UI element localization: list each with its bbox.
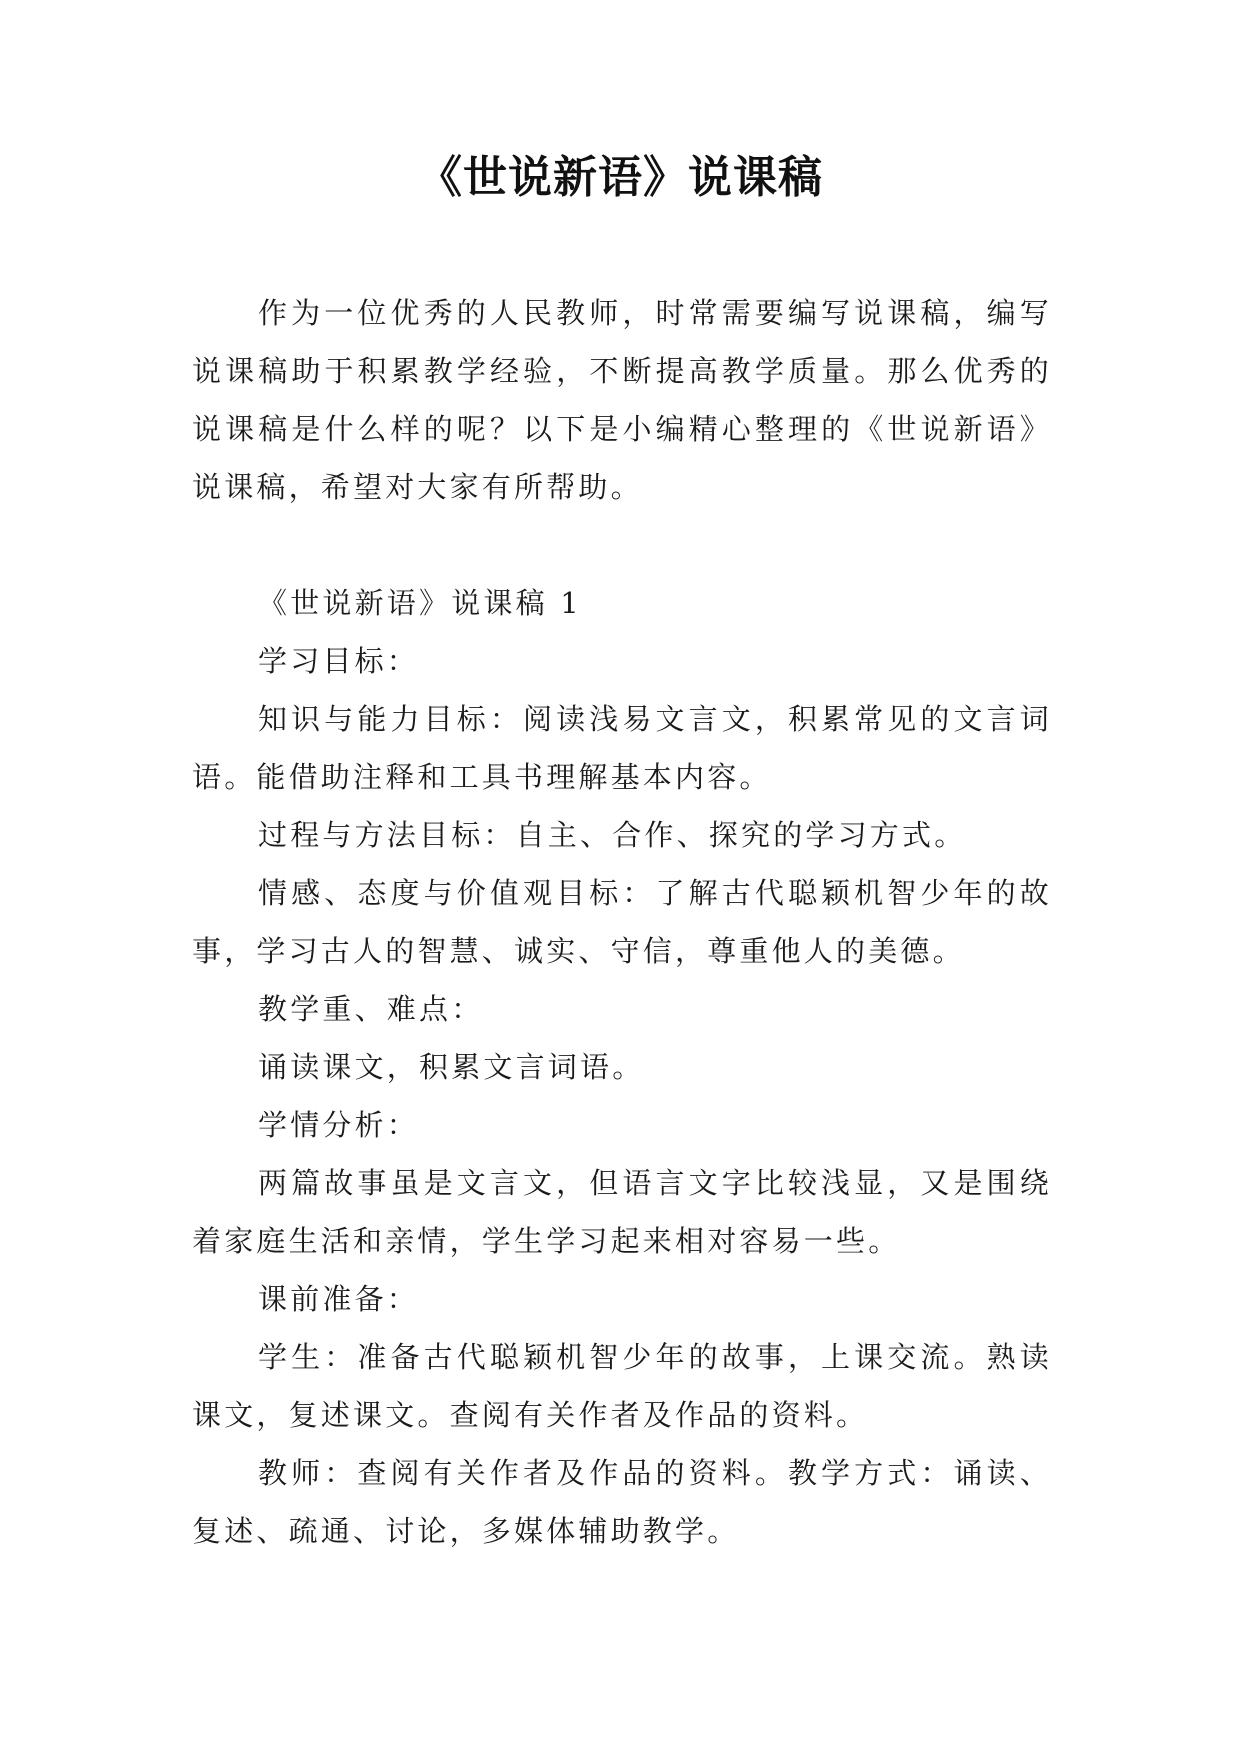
section-heading: 《世说新语》说课稿 1 <box>258 586 582 620</box>
paragraph-learning-goals-label: 学习目标： <box>258 644 420 678</box>
paragraph-emotion-goal: 情感、态度与价值观目标：了解古代聪颖机智少年的故事，学习古人的智慧、诚实、守信，尊重他人的美德。 <box>192 876 1052 968</box>
intro-paragraph: 作为一位优秀的人民教师，时常需要编写说课稿，编写说课稿助于积累教学经验，不断提高教学质量。那么优秀的说课稿是什么样的呢？以下是小编精心整理的《世说新语》说课稿，希望对大家有所帮助。 <box>192 296 1052 504</box>
paragraph-analysis-label: 学情分析： <box>258 1108 420 1142</box>
paragraph-knowledge-goal: 知识与能力目标：阅读浅易文言文，积累常见的文言词语。能借助注释和工具书理解基本内容。 <box>192 702 1052 794</box>
document-body <box>192 284 1052 1560</box>
paragraph-process-goal: 过程与方法目标：自主、合作、探究的学习方式。 <box>258 818 967 852</box>
paragraph-key-points-label: 教学重、难点： <box>258 992 484 1026</box>
paragraph-key-points: 诵读课文，积累文言词语。 <box>258 1050 645 1084</box>
paragraph-analysis: 两篇故事虽是文言文，但语言文字比较浅显，又是围绕着家庭生活和亲情，学生学习起来相对容易一些。 <box>192 1166 1052 1258</box>
paragraph-teacher-prep: 教师：查阅有关作者及作品的资料。教学方式：诵读、复述、疏通、讨论，多媒体辅助教学。 <box>192 1456 1052 1548</box>
document-title: 《世说新语》说课稿 <box>418 152 823 203</box>
paragraph-preparation-label: 课前准备： <box>258 1282 420 1316</box>
section-gap <box>192 516 1052 574</box>
paragraph-student-prep: 学生：准备古代聪颖机智少年的故事，上课交流。熟读课文，复述课文。查阅有关作者及作品的资料。 <box>192 1340 1052 1432</box>
